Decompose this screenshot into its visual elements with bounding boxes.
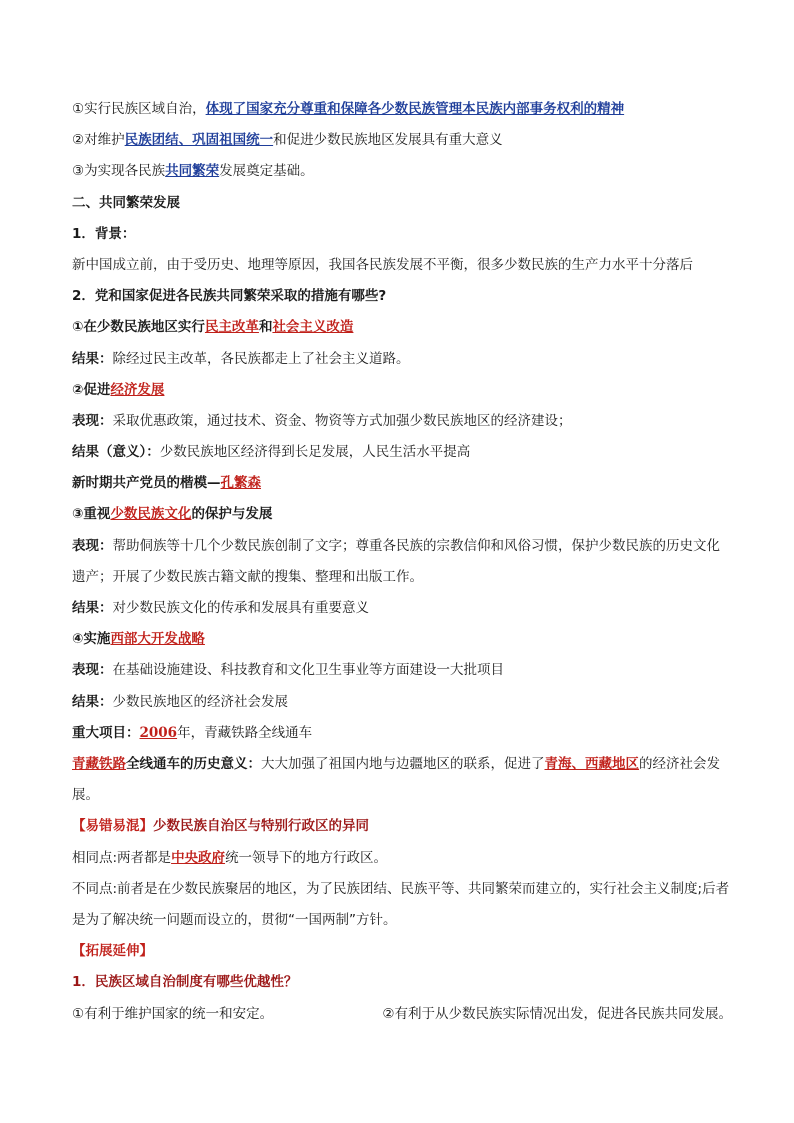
key-phrase: 孔繁森 [220,475,261,492]
point-1 [72,94,732,125]
text: 和促进少数民族地区发展具有重大意义 [273,132,503,149]
key-year: 2006 [139,724,178,741]
key-phrase: 中央政府 [171,849,226,866]
key-phrase: 青海、西藏地区 [544,755,639,772]
text: 新时期共产党员的楷模— [72,475,221,492]
label: 表现： [72,412,113,429]
point-3 [72,156,732,187]
label: 表现： [72,537,113,554]
key-phrase: 青藏铁路 [72,755,126,772]
measure-3-show [72,531,732,593]
extension-question: 1．民族区域自治制度有哪些优越性？ [72,974,298,991]
label: 结果（意义）： [72,444,160,461]
label: 全线通车的历史意义： [126,755,261,772]
railway-significance [72,749,732,811]
text: 和 [258,319,273,336]
text: 少数民族地区经济得到长足发展，人民生活水平提高 [159,444,471,461]
text: 相同点:两者都是 [72,849,172,866]
key-phrase: 民族团结、巩固祖国统一 [124,132,274,149]
text: 年，青藏铁路全线通车 [177,724,313,741]
text: ②促进 [72,381,111,398]
measure-2 [72,375,732,406]
key-phrase: 社会主义改造 [272,319,354,336]
measure-4 [72,624,732,655]
text: ①在少数民族地区实行 [72,319,205,336]
text: ③重视 [72,506,111,523]
section-heading: 二、共同繁荣发展 [72,194,180,211]
title: 少数民族自治区与特别行政区的异同 [153,818,369,835]
background-text: 新中国成立前，由于受历史、地理等原因，我国各民族发展不平衡，很多少数民族的生产力水平十分落后 [72,256,693,273]
text: 对少数民族文化的传承和发展具有重要意义 [112,600,369,617]
key-phrase: 民主改革 [204,319,259,336]
measure-3-result [72,593,732,624]
point-2 [72,125,732,156]
key-phrase: 体现了国家充分尊重和保障各少数民族管理本民族内部事务权利的精神 [205,101,625,117]
measure-2-show [72,406,732,437]
measure-1 [72,312,732,343]
text: ①实行民族区域自治， [72,101,206,117]
background-label: 1．背景： [72,225,136,242]
text: 的经济社会发展。 [72,755,720,804]
text: ④实施 [72,631,111,648]
text: 在基础设施建设、科技教育和文化卫生事业等方面建设一大批项目 [112,662,504,679]
text: 大大加强了祖国内地与边疆地区的联系，促进了 [261,755,545,772]
text: 帮助侗族等十几个少数民族创制了文字；尊重各民族的宗教信仰和风俗习惯，保护少数民族的历史文化遗产；开展了少数民族古籍文献的搜集、整理和出版工作。 [72,537,720,585]
measure-2-result [72,437,732,468]
extension-heading: 【拓展延伸】 [72,943,153,960]
document-body [72,94,732,1030]
label: 表现： [72,662,113,679]
label: 结果： [72,693,113,710]
measure-4-result [72,687,732,718]
text: 除经过民主改革，各民族都走上了社会主义道路。 [112,350,410,367]
text: ③为实现各民族 [72,163,166,180]
text: 的保护与发展 [191,506,273,523]
text: 采取优惠政策，通过技术、资金、物资等方式加强少数民族地区的经济建设； [112,412,572,429]
question-2: 2．党和国家促进各民族共同繁荣采取的措施有哪些? [72,288,387,305]
measure-4-show [72,655,732,686]
text: ②对维护 [72,132,125,149]
measure-1-result [72,344,732,375]
major-project [72,718,732,749]
advantage-2: ②有利于从少数民族实际情况出发，促进各民族共同发展。 [382,1005,732,1022]
key-phrase: 共同繁荣 [165,163,220,180]
similarity [72,843,732,874]
label: 结果： [72,600,113,617]
party-model [72,468,732,499]
tag: 【易错易混】 [72,818,153,835]
key-phrase: 西部大开发战略 [110,631,205,648]
text: 发展奠定基础。 [219,163,314,180]
label: 重大项目： [72,724,140,741]
key-phrase: 经济发展 [110,381,165,398]
text: 统一领导下的地方行政区。 [225,849,388,866]
measure-3 [72,499,732,530]
advantage-1: ①有利于维护国家的统一和安定。 [72,1005,274,1022]
advantages [72,999,732,1030]
text: 少数民族地区的经济社会发展 [112,693,288,710]
confusion-heading [72,811,732,842]
key-phrase: 少数民族文化 [110,506,192,523]
difference: 不同点:前者是在少数民族聚居的地区，为了民族团结、民族平等、共同繁荣而建立的，实行社会主义制度;后者是为了解决统一问题而设立的，贯彻“一国两制”方针。 [72,880,730,928]
label: 结果： [72,350,113,367]
